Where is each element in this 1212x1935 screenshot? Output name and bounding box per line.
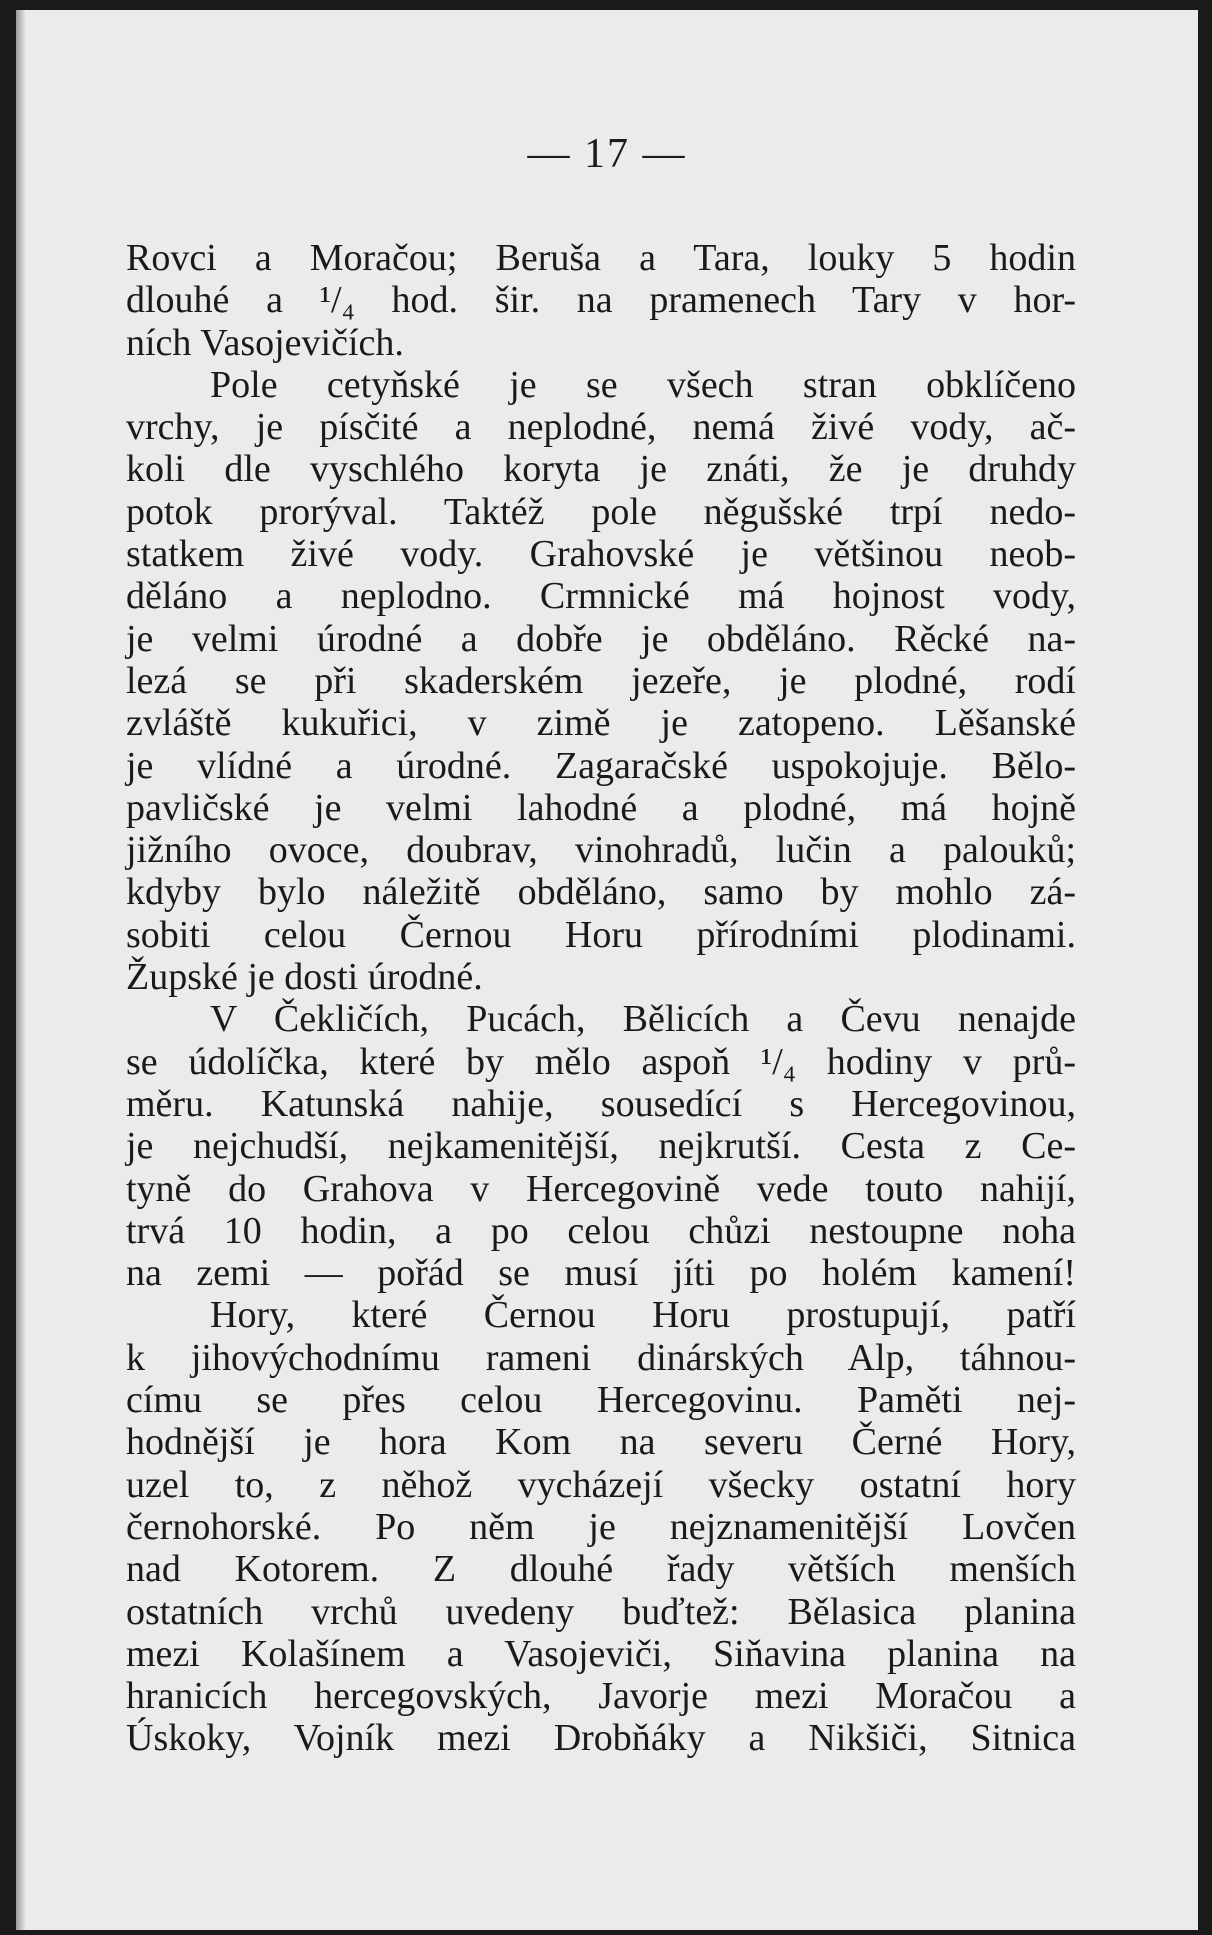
text-line: Župské je dosti úrodné. [126, 956, 483, 999]
text-line: k jihovýchodnímu rameni dinárských Alp, táhnou- [126, 1336, 1076, 1379]
text-line: hodnější je hora Kom na severu Černé Hory, [126, 1421, 1076, 1464]
text-line: Pole cetyňské je se všech stran obklíčeno [210, 363, 1076, 406]
text-line: jižního ovoce, doubrav, vinohradů, lučin a palouků; [126, 829, 1076, 872]
text-line: V Čekličích, Pucách, Bělicích a Čevu nenajde [210, 998, 1076, 1041]
text-line: címu se přes celou Hercegovinu. Paměti nej- [126, 1379, 1076, 1422]
text-line: je vlídné a úrodné. Zagaračské uspokojuje. Bělo- [126, 744, 1076, 787]
text-line: hranicích hercegovských, Javorje mezi Moračou a [126, 1675, 1076, 1718]
text-line: koli dle vyschlého koryta je znáti, že je druhdy [126, 448, 1076, 491]
text-line: je nejchudší, nejkamenitější, nejkrutší. Cesta z Ce- [126, 1125, 1076, 1168]
text-line: nad Kotorem. Z dlouhé řady větších menších [126, 1548, 1076, 1591]
text-line: ostatních vrchů uvedeny buďtež: Bělasica planina [126, 1590, 1076, 1633]
text-line: kdyby bylo náležitě obděláno, samo by mohlo zá- [126, 871, 1076, 914]
book-page [16, 10, 1198, 1930]
text-line: dlouhé a ¹/₄ hod. šir. na pramenech Tary v hor- [126, 279, 1076, 322]
page-edge-shadow [16, 10, 26, 1930]
text-line: sobiti celou Černou Horu přírodními plodinami. [126, 913, 1076, 956]
text-line: mezi Kolašínem a Vasojeviči, Siňavina planina na [126, 1632, 1076, 1675]
text-line: na zemi — pořád se musí jíti po holém kamení! [126, 1252, 1076, 1295]
text-line: se údolíčka, které by mělo aspoň ¹/₄ hodiny v prů- [126, 1040, 1076, 1083]
text-line: zvláště kukuřici, v zimě je zatopeno. Lěšanské [126, 702, 1076, 745]
text-line: potok prorýval. Taktéž pole něgušské trpí nedo- [126, 490, 1076, 533]
text-line: vrchy, je písčité a neplodné, nemá živé vody, ač- [126, 406, 1076, 449]
text-line: černohorské. Po něm je nejznamenitější Lovčen [126, 1505, 1076, 1548]
text-line: statkem živé vody. Grahovské je většinou neob- [126, 533, 1076, 576]
text-line: trvá 10 hodin, a po celou chůzi nestoupne noha [126, 1209, 1076, 1252]
text-line: Hory, které Černou Horu prostupují, patří [210, 1294, 1076, 1337]
text-line: ních Vasojevičích. [126, 321, 404, 364]
text-line: měru. Katunská nahije, sousedící s Hercegovinou, [126, 1082, 1076, 1125]
text-line: je velmi úrodné a dobře je obděláno. Rěcké na- [126, 617, 1076, 660]
text-line: Rovci a Moračou; Beruša a Tara, louky 5 hodin [126, 237, 1076, 279]
text-line: pavličské je velmi lahodné a plodné, má hojně [126, 786, 1076, 829]
page-number: — 17 — [527, 131, 687, 177]
text-line: lezá se při skaderském jezeře, je plodné, rodí [126, 659, 1076, 702]
body-text [126, 237, 1076, 1760]
text-line: tyně do Grahova v Hercegovině vede touto nahijí, [126, 1167, 1076, 1210]
text-line: uzel to, z něhož vycházejí všecky ostatní hory [126, 1463, 1076, 1506]
text-line: děláno a neplodno. Crmnické má hojnost vody, [126, 575, 1076, 618]
text-line: Úskoky, Vojník mezi Drobňáky a Nikšiči, Sitnica [126, 1717, 1076, 1760]
